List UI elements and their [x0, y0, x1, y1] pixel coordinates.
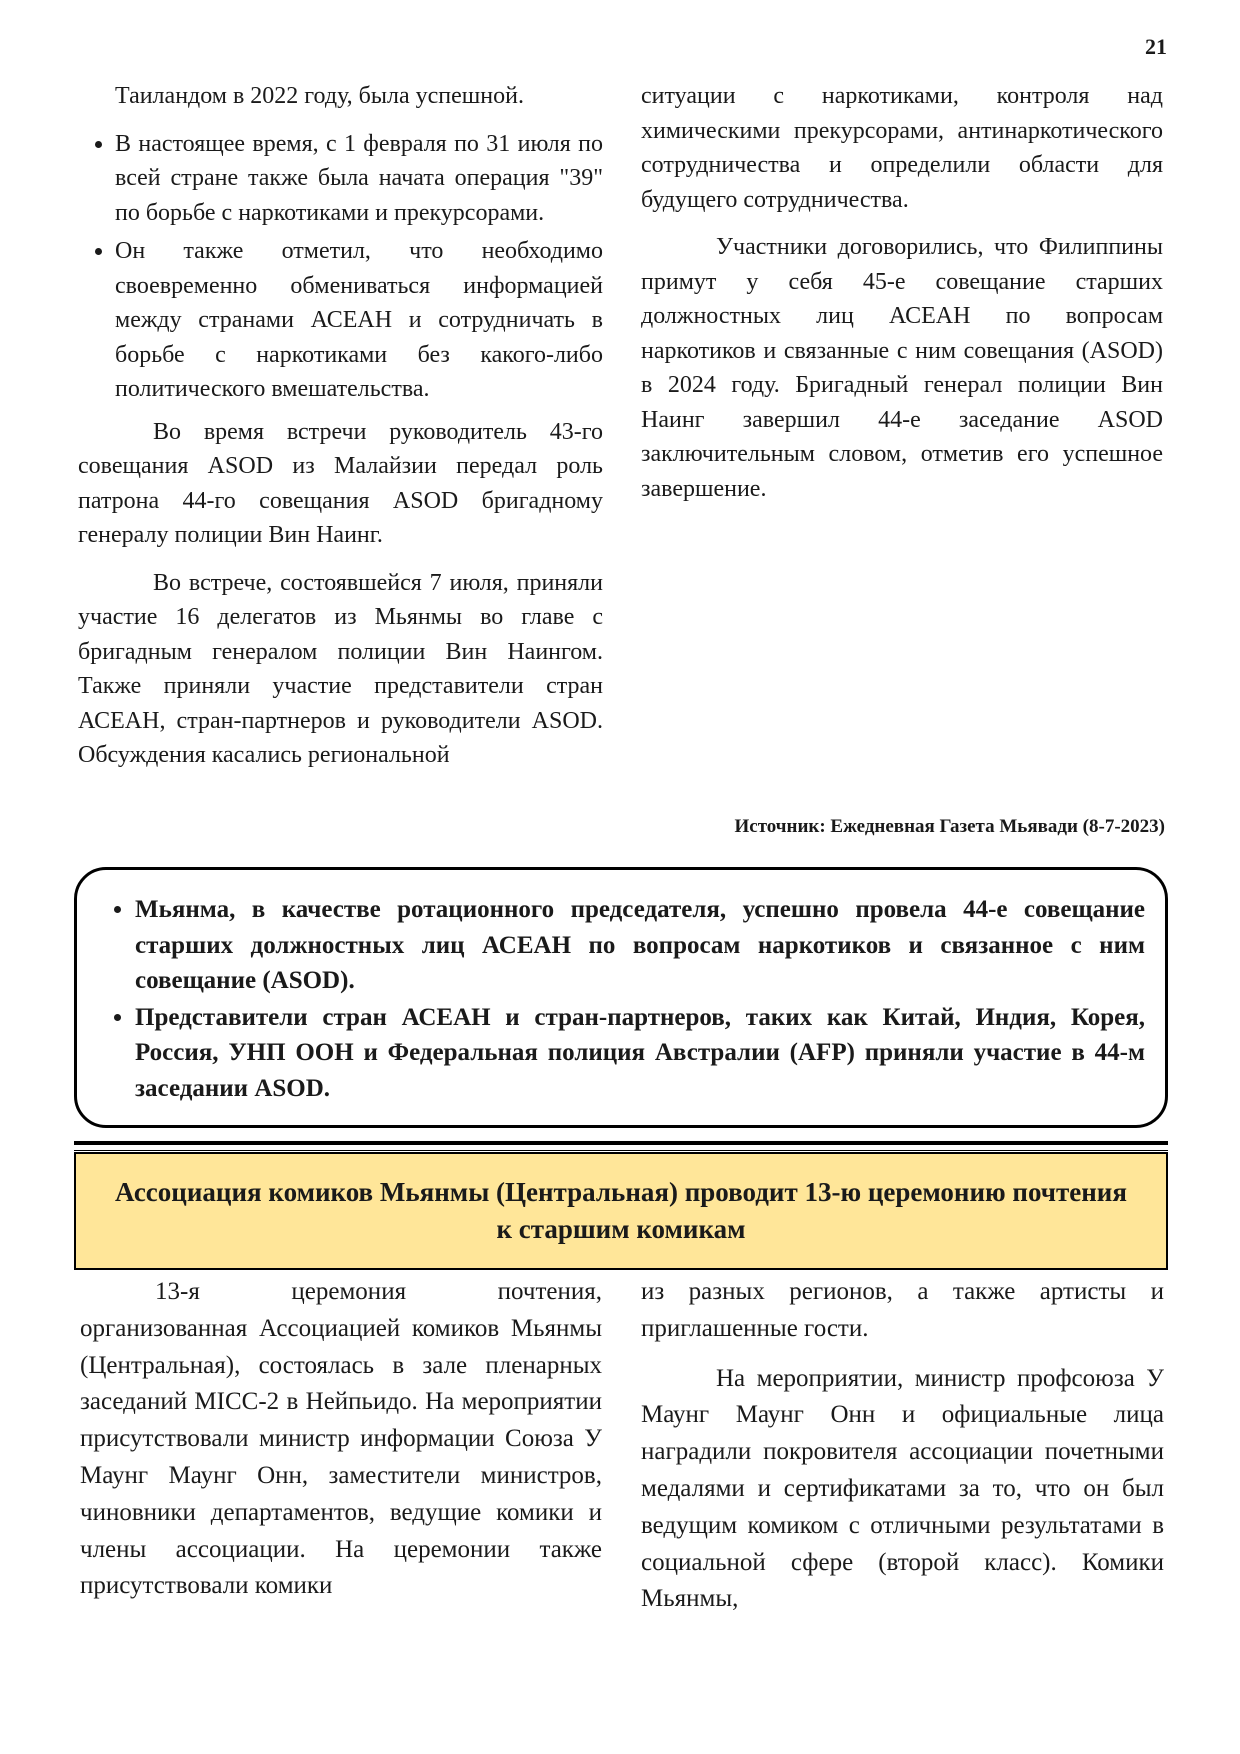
continued-paragraph: ситуации с наркотиками, контроля над химическими прекурсорами, антинаркотического сотрудничества и определили области для будущего сотрудничества.	[641, 83, 1163, 213]
bullet-item: • В настоящее время, с 1 февраля по 31 июля по всей стране также была начата операция "39" по борьбе с наркотиками и прекурсорами.	[115, 127, 603, 231]
page-number: 21	[1145, 34, 1167, 59]
bottom-left-column	[80, 1274, 602, 1618]
paragraph: Во встрече, состоявшейся 7 июля, приняли участие 16 делегатов из Мьянмы во главе с бригадным генералом полиции Вин Наингом. Также приняли участие представители стран АСЕАН, стран-партнеров и руководители ASOD. Обсуждения касались региональной	[78, 569, 603, 768]
section-divider	[74, 1141, 1168, 1151]
summary-box	[74, 867, 1168, 1128]
continued-paragraph: Таиландом в 2022 году, была успешной.	[115, 83, 524, 109]
source-credit: Источник: Ежедневная Газета Мьявади (8-7-2023)	[734, 816, 1165, 837]
bottom-right-column	[641, 1274, 1164, 1631]
paragraph: 13-я церемония почтения, организованная Ассоциацией комиков Мьянмы (Центральная), состоялась в зале пленарных заседаний MICC-2 в Нейпьидо. На мероприятии присутствовали министр информации Союза У Маунг Маунг Онн, заместители министров, чиновники департаментов, ведущие комики и члены ассоциации. На церемонии также присутствовали комики	[80, 1278, 602, 1600]
bullet-item: • Он также отметил, что необходимо своевременно обмениваться информацией между странами АСЕАН и сотрудничать в борьбе с наркотиками без какого-либо политического вмешательства.	[115, 234, 603, 407]
paragraph: Во время встречи руководитель 43-го совещания ASOD из Малайзии передал роль патрона 44-го совещания ASOD бригадному генералу полиции Вин Наинг.	[78, 418, 603, 548]
top-right-column	[641, 79, 1163, 519]
paragraph: На мероприятии, министр профсоюза У Маунг Маунг Онн и официальные лица наградили покровителя ассоциации почетными медалями и сертификатами за то, что он был ведущим комиком с отличными результатами в социальной сфере (второй класс). Комики Мьянмы,	[641, 1364, 1164, 1613]
article-headline: Ассоциация комиков Мьянмы (Центральная) проводит 13-ю церемонию почтения к старшим комикам	[74, 1152, 1168, 1270]
summary-bullet-list	[95, 892, 1145, 1106]
paragraph: Участники договорились, что Филиппины примут у себя 45-е совещание старших должностных лиц АСЕАН по вопросам наркотиков и связанные с ним совещания (ASOD) в 2024 году. Бригадный генерал полиции Вин Наинг завершил 44-е заседание ASOD заключительным словом, отметив его успешное завершение.	[641, 234, 1163, 502]
summary-bullet-item: • Мьянма, в качестве ротационного председателя, успешно провела 44-е совещание старших должностных лиц АСЕАН по вопросам наркотиков и связанное с ним совещание (ASOD).	[135, 892, 1145, 999]
bullet-list	[78, 127, 603, 407]
top-left-column	[78, 79, 603, 786]
continued-paragraph: из разных регионов, а также артисты и приглашенные гости.	[641, 1278, 1164, 1342]
summary-bullet-item: • Представители стран АСЕАН и стран-партнеров, таких как Китай, Индия, Корея, Россия, УНП ООН и Федеральная полиция Австралии (AFP) приняли участие в 44-м заседании ASOD.	[135, 1000, 1145, 1107]
